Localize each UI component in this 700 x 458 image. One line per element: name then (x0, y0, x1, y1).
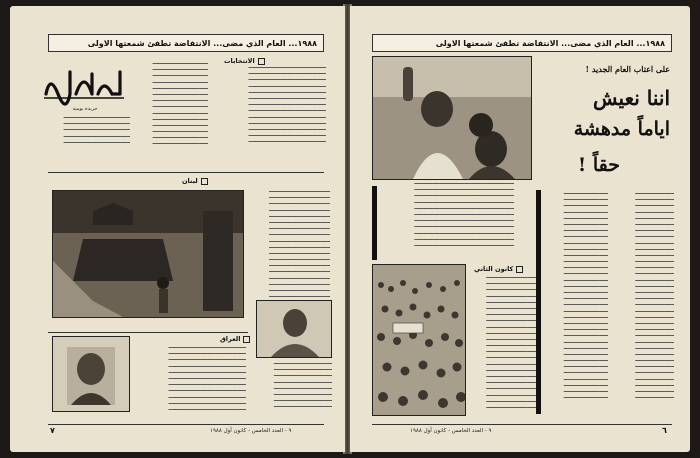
iraq-column-2: ━━━━━━━━━━━━━━━━━━━━━ ━━━━━━━━━━━━━━━━━━━━━ ━━━━━━━━━━━━━━━━━━━━━ ━━━━━━━━━━━━━━━━━━━━━ ━━━━━━━━━━━━━━━━━━━━━ ━━━━━━━━━━━━━━━━━━━━━ ━━━━━━━━━━━━━━━━━━━━━ ━━━━━━━━━━━━━━━━━━━━━ (273, 362, 332, 411)
left-top-column-1: ━━━━━━━━━━━━━━━━━━━━ ━━━━━━━━━━━━━━━━━━━━ ━━━━━━━━━━━━━━━━━━━━ ━━━━━━━━━━━━━━━━━━━━ ━━━━━━━━━━━━━━━━━━━━ ━━━━━━━━━━━━━━━━━━━━ ━━━━━━━━━━━━━━━━━━━━ ━━━━━━━━━━━━━━━━━━━━ ━━━━━━━━━━━━━━━━━━━━ ━━━━━━━━━━━━━━━━━━━━ ━━━━━━━━━━━━━━━━━━━━ ━━━━━━━━━━━━━━━━━━━━ ━━━━━━━━━━━━━━━━━━━━ ━━━━━━━━━━━━━━━━━━━━ (152, 62, 208, 148)
arafat-portrait-photo (256, 300, 332, 358)
right-intro-column-1: ━━━━━━━━━━━━━━━━━━━━━━━━━━━━━━━━━━━━ ━━━━━━━━━━━━━━━━━━━━━━━━━━━━━━━━━━━━ ━━━━━━━━━━━━━━━━━━━━━━━━━━━━━━━━━━━━ ━━━━━━━━━━━━━━━━━━━━━━━━━━━━━━━━━━━━ ━━━━━━━━━━━━━━━━━━━━━━━━━━━━━━━━━━━━ ━━━━━━━━━━━━━━━━━━━━━━━━━━━━━━━━━━━━ ━━━━━━━━━━━━━━━━━━━━━━━━━━━━━━━━━━━━ ━━━━━━━━━━━━━━━━━━━━━━━━━━━━━━━━━━━━ ━━━━━━━━━━━━━━━━━━━━━━━━━━━━━━━━━━━━ ━━━━━━━━━━━━━━━━━━━━━━━━━━━━━━━━━━━━ ━━━━━━━━━━━━━━━━━━━━━━━━━━━━━━━━━━━━ (414, 182, 514, 249)
right-page-banner: ١٩٨٨... العام الذي مضى... الانتفاضة تطفئ شمعتها الاولى (372, 34, 672, 52)
right-page-number: ٦ (662, 426, 667, 435)
right-body-column-3: ━━━━━━━━━━━━━━ ━━━━━━━━━━━━━━ ━━━━━━━━━━━━━━ ━━━━━━━━━━━━━━ ━━━━━━━━━━━━━━ ━━━━━━━━━━━━━━ ━━━━━━━━━━━━━━ ━━━━━━━━━━━━━━ ━━━━━━━━━━━━━━ ━━━━━━━━━━━━━━ ━━━━━━━━━━━━━━ ━━━━━━━━━━━━━━ ━━━━━━━━━━━━━━ ━━━━━━━━━━━━━━ ━━━━━━━━━━━━━━ ━━━━━━━━━━━━━━ ━━━━━━━━━━━━━━ ━━━━━━━━━━━━━━ ━━━━━━━━━━━━━━ ━━━━━━━━━━━━━━ ━━━━━━━━━━━━━━ ━━━━━━━━━━━━━━ ━━━━━━━━━━━━━━ ━━━━━━━━━━━━━━ ━━━━━━━━━━━━━━ ━━━━━━━━━━━━━━ ━━━━━━━━━━━━━━ ━━━━━━━━━━━━━━ ━━━━━━━━━━━━━━ ━━━━━━━━━━━━━━ ━━━━━━━━━━━━━━ ━━━━━━━━━━━━━━ ━━━━━━━━━━━━━━ ━━━━━━━━━━━━━━ (635, 192, 674, 402)
intro-bar-left (372, 186, 377, 260)
right-page-footer: ٩ - العدد الخامس - كانون أول ١٩٨٨ (410, 428, 492, 434)
left-page (10, 6, 345, 452)
masthead-blurb: ━━━━━━━━━━━━━━━━━━━━━━━━ ━━━━━━━━━━━━━━━━━━━━━━━━ ━━━━━━━━━━━━━━━━━━━━━━━━ ━━━━━━━━━━━━━━━━━━━━━━━━ ━━━━━━━━━━━━━━━━━━━━━━━━ (63, 116, 130, 146)
main-headline-line-3: حقاً ! (577, 154, 620, 176)
iraq-portrait-photo (52, 336, 130, 412)
left-footer-rule (48, 424, 324, 425)
section-label-january: كانون الثاني (474, 264, 523, 274)
kicker-headline: على اعتاب العام الجديد ! (585, 64, 670, 74)
left-page-banner: ١٩٨٨... العام الذي مضى... الانتفاضة تطفئ شمعتها الاولى (48, 34, 324, 52)
iraq-column: ━━━━━━━━━━━━━━━━━━━━━━━━━━━━ ━━━━━━━━━━━━━━━━━━━━━━━━━━━━ ━━━━━━━━━━━━━━━━━━━━━━━━━━━━ ━━━━━━━━━━━━━━━━━━━━━━━━━━━━ ━━━━━━━━━━━━━━━━━━━━━━━━━━━━ ━━━━━━━━━━━━━━━━━━━━━━━━━━━━ ━━━━━━━━━━━━━━━━━━━━━━━━━━━━ ━━━━━━━━━━━━━━━━━━━━━━━━━━━━ ━━━━━━━━━━━━━━━━━━━━━━━━━━━━ ━━━━━━━━━━━━━━━━━━━━━━━━━━━━ ━━━━━━━━━━━━━━━━━━━━━━━━━━━━ (168, 346, 246, 413)
children-victory-photo (372, 56, 532, 180)
lebanon-column: ━━━━━━━━━━━━━━━━━━━━━━ ━━━━━━━━━━━━━━━━━━━━━━ ━━━━━━━━━━━━━━━━━━━━━━ ━━━━━━━━━━━━━━━━━━━━━━ ━━━━━━━━━━━━━━━━━━━━━━ ━━━━━━━━━━━━━━━━━━━━━━ ━━━━━━━━━━━━━━━━━━━━━━ ━━━━━━━━━━━━━━━━━━━━━━ ━━━━━━━━━━━━━━━━━━━━━━ ━━━━━━━━━━━━━━━━━━━━━━ ━━━━━━━━━━━━━━━━━━━━━━ ━━━━━━━━━━━━━━━━━━━━━━ ━━━━━━━━━━━━━━━━━━━━━━ ━━━━━━━━━━━━━━━━━━━━━━ ━━━━━━━━━━━━━━━━━━━━━━ ━━━━━━━━━━━━━━━━━━━━━━ ━━━━━━━━━━━━━━━━━━━━━━ ━━━━━━━━━━━━━━━━━━━━━━ (269, 190, 330, 301)
left-page-footer: ٩ - العدد الخامس - كانون أول ١٩٨٨ (210, 428, 292, 434)
january-column: ━━━━━━━━━━━━━━━━━━ ━━━━━━━━━━━━━━━━━━ ━━━━━━━━━━━━━━━━━━ ━━━━━━━━━━━━━━━━━━ ━━━━━━━━━━━━━━━━━━ ━━━━━━━━━━━━━━━━━━ ━━━━━━━━━━━━━━━━━━ ━━━━━━━━━━━━━━━━━━ ━━━━━━━━━━━━━━━━━━ ━━━━━━━━━━━━━━━━━━ ━━━━━━━━━━━━━━━━━━ ━━━━━━━━━━━━━━━━━━ ━━━━━━━━━━━━━━━━━━ ━━━━━━━━━━━━━━━━━━ ━━━━━━━━━━━━━━━━━━ ━━━━━━━━━━━━━━━━━━ ━━━━━━━━━━━━━━━━━━ ━━━━━━━━━━━━━━━━━━ ━━━━━━━━━━━━━━━━━━ ━━━━━━━━━━━━━━━━━━ ━━━━━━━━━━━━━━━━━━ ━━━━━━━━━━━━━━━━━━ (486, 276, 536, 411)
left-page-number: ٧ (50, 426, 55, 435)
demonstration-crowd-photo (372, 264, 466, 416)
lebanon-crowd-photo (52, 190, 244, 318)
left-divider-1 (48, 172, 324, 173)
masthead-subtitle: جريدة يومية (72, 106, 98, 112)
right-body-column-2: ━━━━━━━━━━━━━━━━ ━━━━━━━━━━━━━━━━ ━━━━━━━━━━━━━━━━ ━━━━━━━━━━━━━━━━ ━━━━━━━━━━━━━━━━ ━━━━━━━━━━━━━━━━ ━━━━━━━━━━━━━━━━ ━━━━━━━━━━━━━━━━ ━━━━━━━━━━━━━━━━ ━━━━━━━━━━━━━━━━ ━━━━━━━━━━━━━━━━ ━━━━━━━━━━━━━━━━ ━━━━━━━━━━━━━━━━ ━━━━━━━━━━━━━━━━ ━━━━━━━━━━━━━━━━ ━━━━━━━━━━━━━━━━ ━━━━━━━━━━━━━━━━ ━━━━━━━━━━━━━━━━ ━━━━━━━━━━━━━━━━ ━━━━━━━━━━━━━━━━ ━━━━━━━━━━━━━━━━ ━━━━━━━━━━━━━━━━ ━━━━━━━━━━━━━━━━ ━━━━━━━━━━━━━━━━ ━━━━━━━━━━━━━━━━ ━━━━━━━━━━━━━━━━ ━━━━━━━━━━━━━━━━ ━━━━━━━━━━━━━━━━ ━━━━━━━━━━━━━━━━ ━━━━━━━━━━━━━━━━ ━━━━━━━━━━━━━━━━ ━━━━━━━━━━━━━━━━ ━━━━━━━━━━━━━━━━ ━━━━━━━━━━━━━━━━ (563, 192, 608, 402)
left-divider-2 (48, 332, 248, 333)
left-top-column-2: ━━━━━━━━━━━━━━━━━━━━━━━━━━━━ ━━━━━━━━━━━━━━━━━━━━━━━━━━━━ ━━━━━━━━━━━━━━━━━━━━━━━━━━━━ ━━━━━━━━━━━━━━━━━━━━━━━━━━━━ ━━━━━━━━━━━━━━━━━━━━━━━━━━━━ ━━━━━━━━━━━━━━━━━━━━━━━━━━━━ ━━━━━━━━━━━━━━━━━━━━━━━━━━━━ ━━━━━━━━━━━━━━━━━━━━━━━━━━━━ ━━━━━━━━━━━━━━━━━━━━━━━━━━━━ ━━━━━━━━━━━━━━━━━━━━━━━━━━━━ ━━━━━━━━━━━━━━━━━━━━━━━━━━━━ ━━━━━━━━━━━━━━━━━━━━━━━━━━━━ ━━━━━━━━━━━━━━━━━━━━━━━━━━━━ (248, 66, 326, 146)
body-bar (536, 190, 541, 414)
masthead-logo (40, 64, 128, 106)
main-headline-line-2: اياماً مدهشة (573, 118, 670, 140)
right-footer-rule (372, 424, 672, 425)
section-label-elections: الانتخابات (224, 56, 265, 66)
section-label-lebanon: لبنان (182, 176, 208, 186)
main-headline-line-1: اننا نعيش (593, 86, 670, 110)
section-label-iraq: العراق (220, 334, 250, 344)
right-page (350, 6, 690, 452)
